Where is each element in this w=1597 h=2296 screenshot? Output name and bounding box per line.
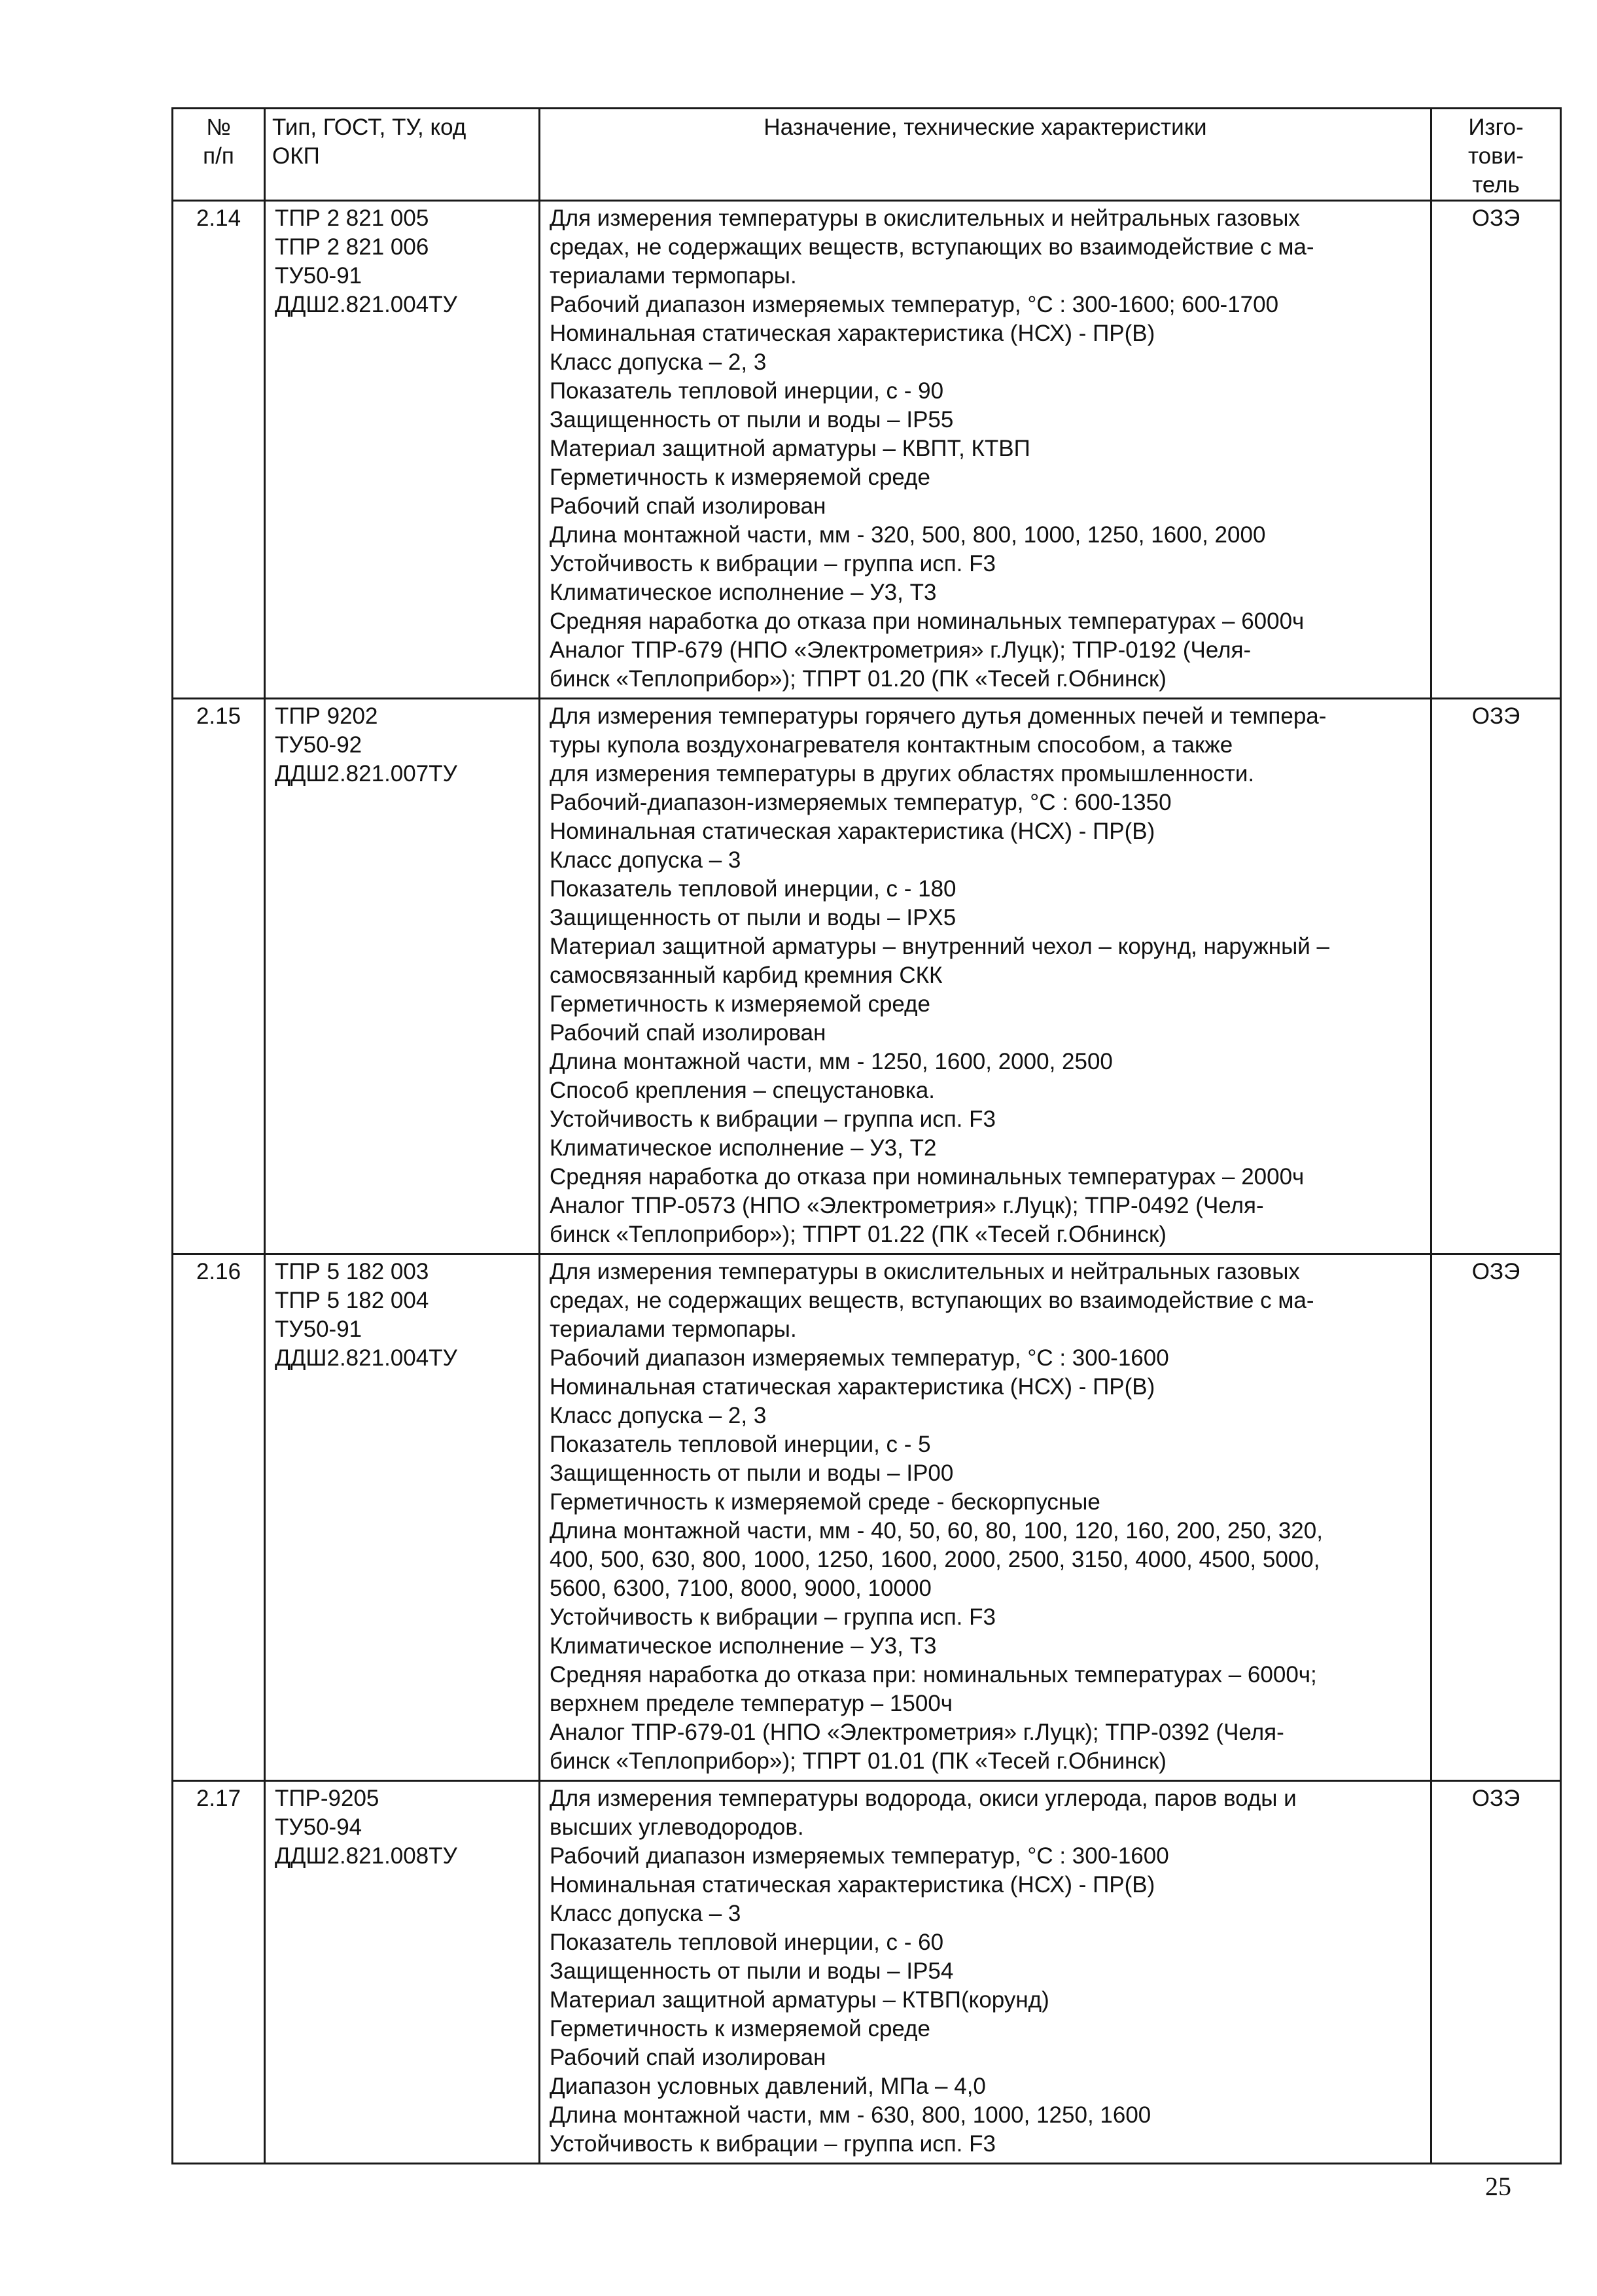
description-line: Защищенность от пыли и воды – IP55: [550, 407, 954, 433]
row-number-cell: [173, 1781, 265, 2164]
description-line: Для измерения температуры в окислительных и нейтральных газовых: [550, 205, 1300, 231]
description-line: верхнем пределе температур – 1500ч: [550, 1691, 953, 1716]
description-line: Диапазон условных давлений, МПа – 4,0: [550, 2074, 986, 2099]
manufacturer: ОЗЭ: [1471, 1259, 1520, 1284]
description-line: Номинальная статическая характеристика (НСХ) - ПР(В): [550, 1374, 1155, 1400]
description-line: Рабочий диапазон измеряемых температур, °С : 300-1600: [550, 1345, 1169, 1371]
table-row: [173, 201, 1561, 699]
row-number: 2.16: [196, 1259, 241, 1284]
description-line: Защищенность от пыли и воды – IPX5: [550, 905, 956, 930]
description-line: Герметичность к измеряемой среде: [550, 991, 931, 1017]
description-line: Рабочий спай изолирован: [550, 1020, 826, 1046]
description-line: Длина монтажной части, мм - 1250, 1600, 2000, 2500: [550, 1049, 1113, 1074]
type-line: ТПР 2 821 006: [275, 234, 429, 260]
description-line: 5600, 6300, 7100, 8000, 9000, 10000: [550, 1576, 932, 1601]
description-line: териалами термопары.: [550, 263, 797, 289]
description-line: Для измерения температуры горячего дутья доменных печей и темпера-: [550, 703, 1327, 729]
description-line: 400, 500, 630, 800, 1000, 1250, 1600, 2000, 2500, 3150, 4000, 4500, 5000,: [550, 1547, 1320, 1572]
description-line: Показатель тепловой инерции, с - 60: [550, 1930, 944, 1955]
description-line: Аналог ТПР-679-01 (НПО «Электрометрия» г.Луцк); ТПР-0392 (Челя-: [550, 1720, 1284, 1745]
type-line: ТУ50-91: [275, 263, 362, 289]
description-line: Средняя наработка до отказа при: номинальных температурах – 6000ч;: [550, 1662, 1317, 1687]
description-line: Класс допуска – 2, 3: [550, 349, 767, 375]
manufacturer-cell: [1431, 1254, 1561, 1781]
header-maker-line: тель: [1472, 172, 1520, 198]
description-line: Устойчивость к вибрации – группа исп. F3: [550, 551, 996, 576]
description-line: Номинальная статическая характеристика (НСХ) - ПР(В): [550, 819, 1155, 844]
description-line: Герметичность к измеряемой среде - бескорпусные: [550, 1489, 1100, 1515]
type-line: ТПР-9205: [275, 1786, 379, 1811]
description-line: Длина монтажной части, мм - 630, 800, 1000, 1250, 1600: [550, 2102, 1151, 2128]
description-line: Для измерения температуры в окислительных и нейтральных газовых: [550, 1259, 1300, 1284]
description-line: бинск «Теплоприбор»); ТПРТ 01.20 (ПК «Тесей г.Обнинск): [550, 666, 1167, 692]
manufacturer-cell: [1431, 201, 1561, 699]
description-line: Устойчивость к вибрации – группа исп. F3: [550, 1604, 996, 1630]
row-number: 2.14: [196, 205, 241, 231]
description-line: Материал защитной арматуры – внутренний чехол – корунд, наружный –: [550, 934, 1329, 959]
description-line: Рабочий диапазон измеряемых температур, °С : 300-1600: [550, 1843, 1169, 1869]
header-type: [265, 109, 540, 201]
description-line: Защищенность от пыли и воды – IP00: [550, 1460, 954, 1486]
description-line: Класс допуска – 3: [550, 847, 741, 873]
description-line: Показатель тепловой инерции, с - 180: [550, 876, 956, 902]
description-line: териалами термопары.: [550, 1316, 797, 1342]
header-type-line: ОКП: [272, 143, 320, 169]
table-row: [173, 699, 1561, 1254]
description-line: бинск «Теплоприбор»); ТПРТ 01.01 (ПК «Тесей г.Обнинск): [550, 1748, 1167, 1774]
description-cell: [540, 1254, 1431, 1781]
description-line: Климатическое исполнение – У3, Т3: [550, 1633, 937, 1659]
table-body: [173, 201, 1561, 2164]
header-maker-line: тови-: [1468, 143, 1524, 169]
description-cell: [540, 201, 1431, 699]
header-maker: [1431, 109, 1561, 201]
type-line: ТУ50-91: [275, 1316, 362, 1342]
description-line: Показатель тепловой инерции, с - 90: [550, 378, 944, 404]
description-line: Рабочий диапазон измеряемых температур, °С : 300-1600; 600-1700: [550, 292, 1279, 317]
type-cell: [265, 1254, 540, 1781]
type-line: ДДШ2.821.004ТУ: [275, 292, 457, 317]
header-num-line: п/п: [203, 143, 234, 169]
description-line: Устойчивость к вибрации – группа исп. F3: [550, 2131, 996, 2157]
description-line: Длина монтажной части, мм - 320, 500, 800, 1000, 1250, 1600, 2000: [550, 522, 1266, 548]
description-line: Способ крепления – спецустановка.: [550, 1078, 935, 1103]
description-line: Герметичность к измеряемой среде: [550, 2016, 931, 2041]
header-num-line: №: [206, 115, 231, 140]
table-row: [173, 1781, 1561, 2164]
row-number-cell: [173, 201, 265, 699]
description-line: Рабочий спай изолирован: [550, 2045, 826, 2070]
description-line: Длина монтажной части, мм - 40, 50, 60, 80, 100, 120, 160, 200, 250, 320,: [550, 1518, 1323, 1544]
type-cell: [265, 699, 540, 1254]
manufacturer: ОЗЭ: [1471, 205, 1520, 231]
description-line: самосвязанный карбид кремния СКК: [550, 963, 943, 988]
description-line: Материал защитной арматуры – КТВП(корунд): [550, 1987, 1049, 2013]
description-line: Материал защитной арматуры – КВПТ, КТВП: [550, 436, 1030, 461]
row-number: 2.15: [196, 703, 241, 729]
description-cell: [540, 1781, 1431, 2164]
description-line: Рабочий спай изолирован: [550, 493, 826, 519]
description-line: Герметичность к измеряемой среде: [550, 465, 931, 490]
type-line: ТПР 5 182 004: [275, 1288, 429, 1313]
description-line: Средняя наработка до отказа при номинальных температурах – 2000ч: [550, 1164, 1305, 1190]
description-line: для измерения температуры в других областях промышленности.: [550, 761, 1255, 786]
description-line: Класс допуска – 2, 3: [550, 1403, 767, 1428]
manufacturer: ОЗЭ: [1471, 1786, 1520, 1811]
row-number-cell: [173, 699, 265, 1254]
type-line: ТУ50-92: [275, 732, 362, 758]
header-desc-line: Назначение, технические характеристики: [763, 115, 1207, 140]
description-line: Средняя наработка до отказа при номинальных температурах – 6000ч: [550, 609, 1305, 634]
header-type-line: Тип, ГОСТ, ТУ, код: [272, 115, 466, 140]
header-num: [173, 109, 265, 201]
description-line: Класс допуска – 3: [550, 1901, 741, 1926]
header-desc: [540, 109, 1431, 201]
description-line: Климатическое исполнение – У3, Т2: [550, 1135, 937, 1161]
row-number: 2.17: [196, 1786, 241, 1811]
type-line: ТУ50-94: [275, 1814, 362, 1840]
header-maker-line: Изго-: [1468, 115, 1524, 140]
manufacturer: ОЗЭ: [1471, 703, 1520, 729]
type-line: ДДШ2.821.008ТУ: [275, 1843, 457, 1869]
type-line: ДДШ2.821.007ТУ: [275, 761, 457, 786]
page-number: 25: [1485, 2172, 1511, 2201]
description-line: средах, не содержащих веществ, вступающих во взаимодействие с ма-: [550, 1288, 1314, 1313]
type-line: ДДШ2.821.004ТУ: [275, 1345, 457, 1371]
description-cell: [540, 699, 1431, 1254]
description-line: высших углеводородов.: [550, 1814, 804, 1840]
description-line: Защищенность от пыли и воды – IP54: [550, 1958, 954, 1984]
type-cell: [265, 1781, 540, 2164]
manufacturer-cell: [1431, 1781, 1561, 2164]
product-table: [171, 107, 1562, 2164]
description-line: бинск «Теплоприбор»); ТПРТ 01.22 (ПК «Тесей г.Обнинск): [550, 1222, 1167, 1247]
type-line: ТПР 2 821 005: [275, 205, 429, 231]
row-number-cell: [173, 1254, 265, 1781]
description-line: Номинальная статическая характеристика (НСХ) - ПР(В): [550, 1872, 1155, 1898]
manufacturer-cell: [1431, 699, 1561, 1254]
description-line: Рабочий-диапазон-измеряемых температур, °С : 600-1350: [550, 790, 1172, 815]
table-header-row: [173, 109, 1561, 201]
description-line: Показатель тепловой инерции, с - 5: [550, 1432, 931, 1457]
description-line: Аналог ТПР-679 (НПО «Электрометрия» г.Луцк); ТПР-0192 (Челя-: [550, 637, 1252, 663]
description-line: средах, не содержащих веществ, вступающих во взаимодействие с ма-: [550, 234, 1314, 260]
description-line: Устойчивость к вибрации – группа исп. F3: [550, 1106, 996, 1132]
description-line: Аналог ТПР-0573 (НПО «Электрометрия» г.Луцк); ТПР-0492 (Челя-: [550, 1193, 1264, 1218]
type-line: ТПР 5 182 003: [275, 1259, 429, 1284]
description-line: туры купола воздухонагревателя контактным способом, а также: [550, 732, 1233, 758]
type-line: ТПР 9202: [275, 703, 378, 729]
description-line: Климатическое исполнение – У3, Т3: [550, 580, 937, 605]
type-cell: [265, 201, 540, 699]
table-row: [173, 1254, 1561, 1781]
description-line: Номинальная статическая характеристика (НСХ) - ПР(В): [550, 321, 1155, 346]
description-line: Для измерения температуры водорода, окиси углерода, паров воды и: [550, 1786, 1297, 1811]
